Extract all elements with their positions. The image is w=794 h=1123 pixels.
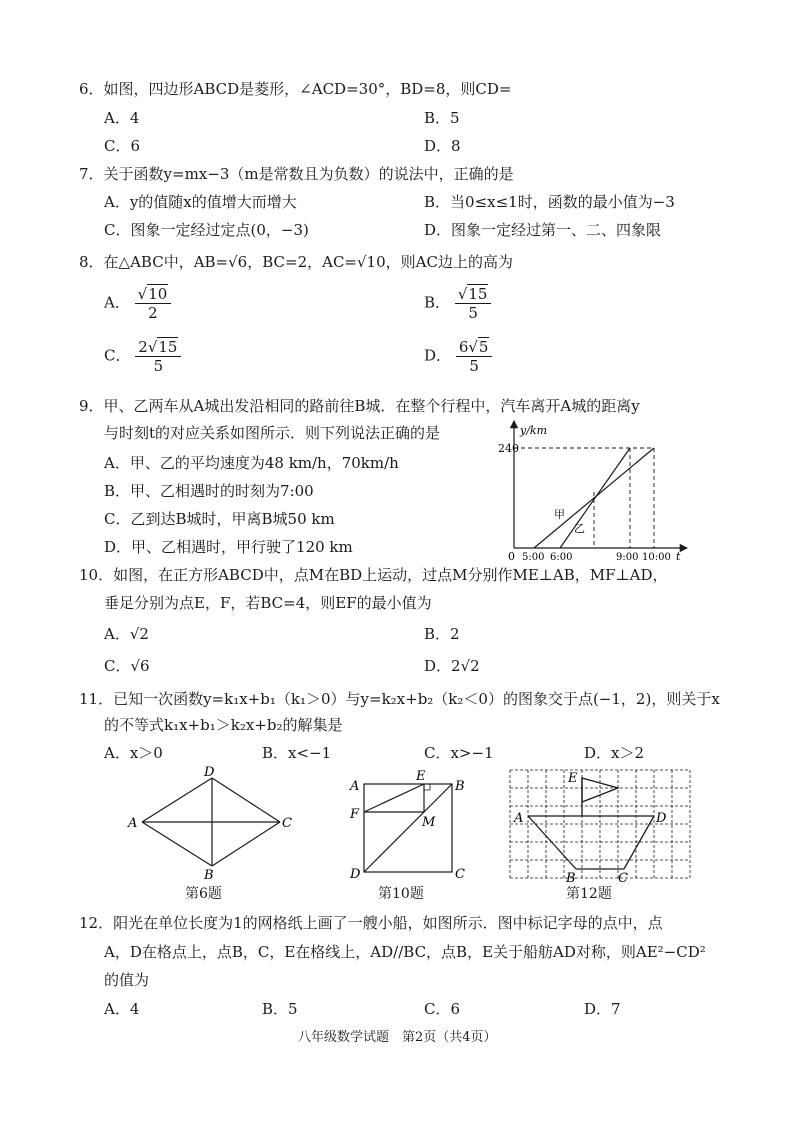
q12-stem-line1: 12．阳光在单位长度为1的网格纸上画了一艘小船，如图所示．图中标记字母的点中，点 [79,914,663,932]
rhombus-label-b: B [204,868,214,880]
q8-option-d [424,338,492,375]
q8-option-b-label: B． [424,293,451,312]
q11-option-c: C．x>−1 [424,744,494,762]
t2-label: 6:00 [550,552,573,562]
q6-figure-caption: 第6题 [185,886,222,902]
square-label-e: E [416,769,426,784]
boat-label-a: A [514,811,524,826]
q12-stem-line2: A，D在格点上，点B，C，E在格线上，AD//BC，点B，E关于船舫AD对称，则AE²−CD² [104,943,706,961]
q10-stem-line2: 垂足分别为点E，F，若BC=4，则EF的最小值为 [104,594,432,612]
square-label-b: B [455,779,465,794]
square-label-m: M [422,815,436,830]
t-axis-label: t [676,550,681,562]
jia-label: 甲 [554,508,565,521]
q8-option-a-fraction: $\frac{√10}{2}$ [135,285,172,322]
q12-option-c: C．6 [424,1000,461,1018]
rhombus-label-d: D [204,765,215,780]
q11-option-b: B．x<−1 [262,744,332,762]
jia-line [534,448,654,548]
q9-stem-line1: 9．甲、乙两车从A城出发沿相同的路前往B城．在整个行程中，汽车离开A城的距离y [79,397,640,415]
q6-rhombus-figure [124,764,304,880]
t1-label: 5:00 [522,552,545,562]
square-label-f: F [350,807,360,822]
q11-option-d: D．x＞2 [584,744,645,762]
q12-stem-line3: 的值为 [104,971,150,989]
q8-option-d-fraction: $\frac{6√5}{5}$ [456,338,493,375]
q6-stem: 6．如图，四边形ABCD是菱形，∠ACD=30°，BD=8，则CD= [79,80,512,98]
q12-option-d: D．7 [584,1000,621,1018]
q11-option-a: A．x＞0 [104,744,163,762]
q12-figure-caption: 第12题 [566,886,612,902]
q9-option-c: C．乙到达B城时，甲离B城50 km [104,510,335,528]
square-label-c: C [455,867,465,882]
q10-figure-caption: 第10题 [378,886,424,902]
q9-option-b: B．甲、乙相遇时的时刻为7:00 [104,482,314,500]
q9-option-a: A．甲、乙的平均速度为48 km/h，70km/h [104,454,399,472]
boat-label-c: C [618,871,628,884]
page-footer: 八年级数学试题 第2页（共4页） [298,1030,497,1045]
q10-option-a: A．√2 [104,625,149,643]
y-axis-label: y/km [520,424,548,437]
q7-option-b: B．当0≤x≤1时，函数的最小值为−3 [424,193,675,211]
q11-stem-line2: 的不等式k₁x+b₁＞k₂x+b₂的解集是 [104,716,343,734]
q12-boat-figure [506,766,694,884]
q8-option-c-fraction: $\frac{2√15}{5}$ [135,338,181,375]
q8-option-a-label: A． [104,293,130,312]
q6-option-c: C．6 [104,137,141,155]
q10-option-d: D．2√2 [424,657,480,675]
origin-label: 0 [508,550,515,562]
q8-option-b-fraction: $\frac{√15}{5}$ [455,285,492,322]
y240-label: 240 [498,442,519,455]
q6-option-d: D．8 [424,137,461,155]
yi-line [560,448,630,548]
q7-stem: 7．关于函数y=mx−3（m是常数且为负数）的说法中，正确的是 [79,165,514,183]
q8-option-c [104,338,181,375]
q9-stem-line2: 与时刻t的对应关系如图所示．则下列说法正确的是 [104,424,441,442]
q8-option-a [104,285,171,322]
boat-label-b: B [566,871,576,884]
q6-option-b: B．5 [424,109,460,127]
q7-option-d: D．图象一定经过第一、二、四象限 [424,221,662,239]
q11-stem-line1: 11．已知一次函数y=k₁x+b₁（k₁＞0）与y=k₂x+b₂（k₂＜0）的图象交于点(−1，2)，则关于x [79,690,720,708]
boat-label-e: E [568,771,578,786]
q12-option-a: A．4 [104,1000,140,1018]
t4-label: 10:00 [642,552,671,562]
rhombus-label-a: A [128,816,138,831]
q9-option-d: D．甲、乙相遇时，甲行驶了120 km [104,538,353,556]
q10-option-b: B．2 [424,625,460,643]
boat-label-d: D [656,811,667,826]
q10-option-c: C．√6 [104,657,150,675]
q8-option-b [424,285,491,322]
q10-stem-line1: 10．如图，在正方形ABCD中，点M在BD上运动，过点M分别作ME⊥AB，MF⊥AD， [79,566,668,584]
q8-stem: 8．在△ABC中，AB=√6，BC=2，AC=√10，则AC边上的高为 [79,253,513,271]
q12-option-b: B．5 [262,1000,298,1018]
square-label-a: A [350,779,360,794]
q10-square-figure [342,766,468,882]
q8-option-d-label: D． [424,346,452,365]
q8-option-c-label: C． [104,346,131,365]
q9-distance-time-graph [498,418,694,562]
t3-label: 9:00 [616,552,639,562]
rhombus-label-c: C [282,816,292,831]
yi-label: 乙 [574,522,585,535]
q7-option-a: A．y的值随x的值增大而增大 [104,193,297,211]
square-label-d: D [350,867,361,882]
q7-option-c: C．图象一定经过定点(0，−3) [104,221,309,239]
q6-option-a: A．4 [104,109,140,127]
